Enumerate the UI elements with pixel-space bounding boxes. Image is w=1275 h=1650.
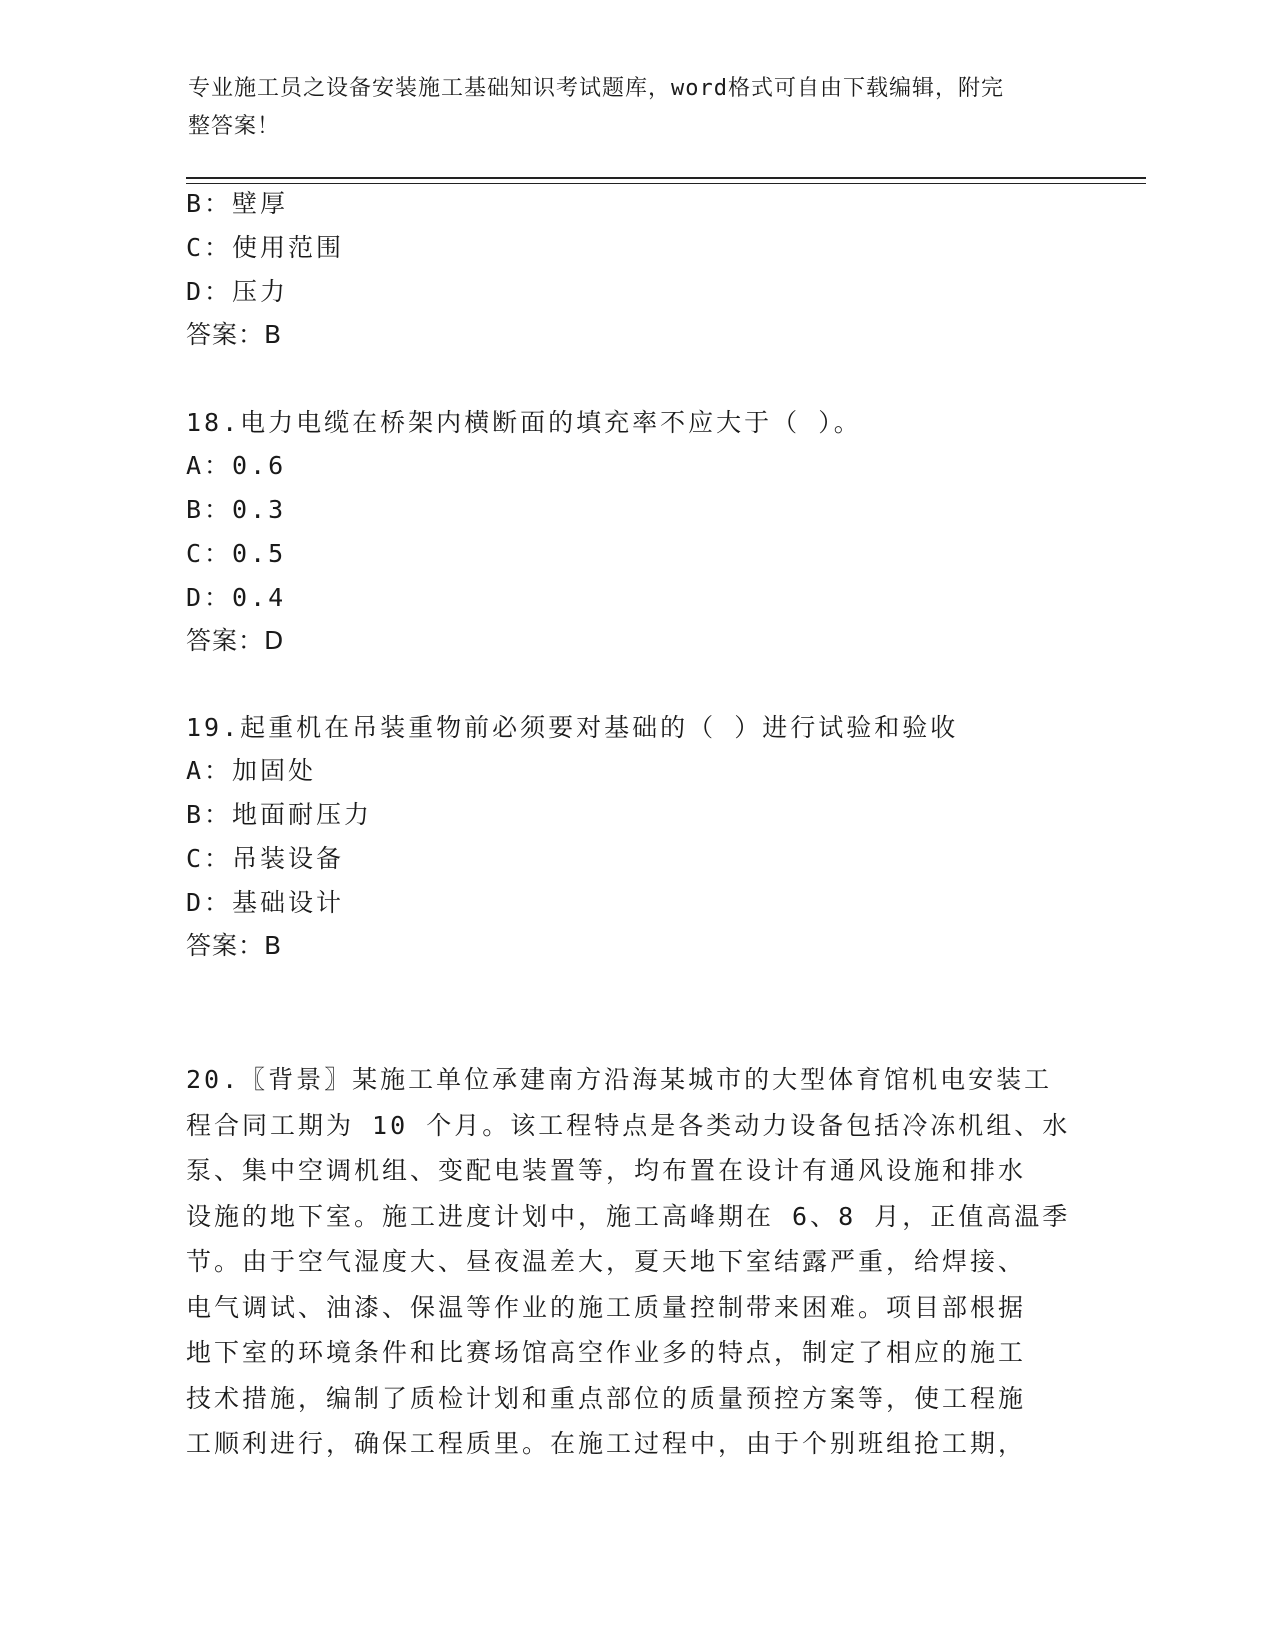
header-line-2: 整答案！ [188, 114, 281, 139]
q19-option-d: D：基础设计 [186, 888, 345, 917]
q19-option-c: C：吊装设备 [186, 844, 345, 873]
q20-line: 地下室的环境条件和比赛场馆高空作业多的特点，制定了相应的施工 [186, 1338, 1027, 1367]
q18-option-b: B：0.3 [186, 495, 287, 524]
q20-line: 20.〖背景〗某施工单位承建南方沿海某城市的大型体育馆机电安装工 [186, 1065, 1053, 1094]
q18-option-d: D：0.4 [186, 583, 287, 612]
q19-option-a: A：加固处 [186, 756, 317, 785]
q18-answer: 答案：D [186, 626, 285, 655]
q20-line: 设施的地下室。施工进度计划中，施工高峰期在 6、8 月，正值高温季 [186, 1201, 1071, 1231]
q17-option-b: B：壁厚 [186, 189, 289, 218]
header-divider-thick [186, 177, 1146, 179]
q17-option-d: D：压力 [186, 277, 289, 306]
q18-option-a: A：0.6 [186, 451, 287, 480]
document-header [188, 70, 1068, 146]
q20-paragraph [186, 1057, 1071, 1467]
q19-answer: 答案：B [186, 931, 283, 960]
q20-line: 技术措施，编制了质检计划和重点部位的质量预控方案等，使工程施 [186, 1383, 1027, 1413]
q20-line: 节。由于空气湿度大、昼夜温差大，夏天地下室结露严重，给焊接、 [186, 1247, 1027, 1276]
q19-stem: 19.起重机在吊装重物前必须要对基础的（ ）进行试验和验收 [186, 713, 959, 742]
q20-line: 电气调试、油漆、保温等作业的施工质量控制带来困难。项目部根据 [186, 1292, 1027, 1322]
q17-answer: 答案：B [186, 320, 283, 349]
q18-option-c: C：0.5 [186, 539, 287, 568]
q20-line: 泵、集中空调机组、变配电装置等，均布置在设计有通风设施和排水 [186, 1156, 1027, 1185]
q20-line: 程合同工期为 10 个月。该工程特点是各类动力设备包括冷冻机组、水 [186, 1110, 1071, 1140]
header-line-1: 专业施工员之设备安装施工基础知识考试题库，word格式可自由下载编辑，附完 [188, 76, 1004, 101]
q19-option-b: B：地面耐压力 [186, 800, 373, 829]
q17-option-c: C：使用范围 [186, 233, 345, 262]
header-divider-thin [186, 183, 1146, 184]
q18-stem: 18.电力电缆在桥架内横断面的填充率不应大于（ ）。 [186, 408, 862, 437]
q20-line: 工顺利进行，确保工程质里。在施工过程中，由于个别班组抢工期， [186, 1429, 1027, 1458]
